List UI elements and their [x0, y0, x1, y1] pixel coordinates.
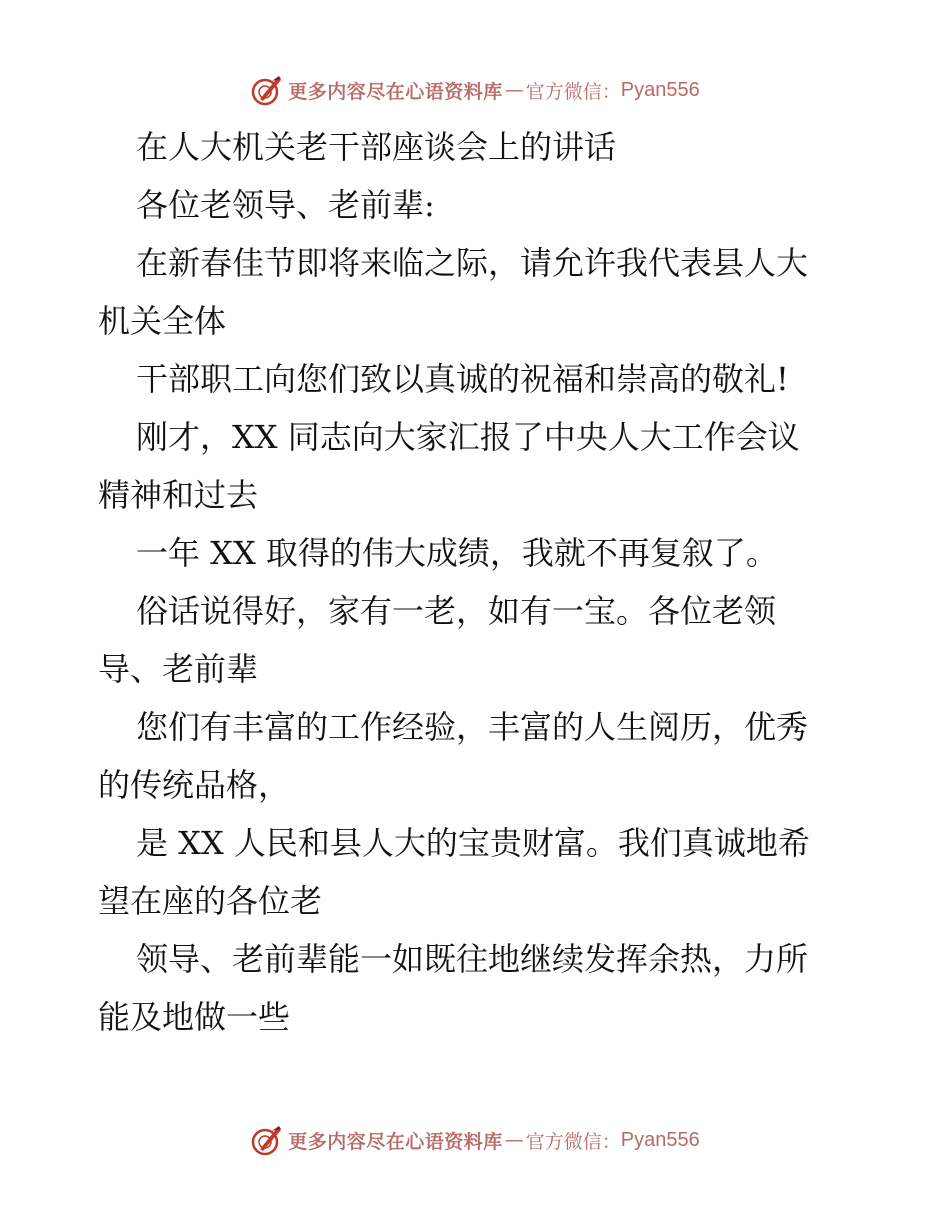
text-line: 导、老前辈	[98, 650, 259, 688]
document-body	[98, 118, 868, 1046]
banner-separator: —	[504, 1129, 524, 1151]
text-line: 您们有丰富的工作经验，丰富的人生阅历，优秀	[136, 708, 809, 746]
text-line: 刚才，XX 同志向大家汇报了中央人大工作会议	[136, 418, 800, 456]
quill-pen-logo-icon	[250, 73, 284, 107]
banner-wechat-id: Pyan556	[620, 1128, 700, 1151]
text-line: 各位老领导、老前辈:	[136, 186, 435, 224]
banner-wechat-label: 官方微信：	[525, 1130, 621, 1153]
text-line: 的传统品格，	[98, 766, 291, 804]
text-line: 是 XX 人民和县人大的宝贵财富。我们真诚地希	[136, 824, 810, 862]
banner-separator: —	[504, 79, 524, 101]
text-line: 在新春佳节即将来临之际，请允许我代表县人大	[136, 244, 809, 282]
text-line: 精神和过去	[98, 476, 259, 514]
text-line: 领导、老前辈能一如既往地继续发挥余热，力所	[136, 940, 809, 978]
text-line: 干部职工向您们致以真诚的祝福和崇高的敬礼!	[136, 360, 789, 398]
text-line: 望在座的各位老	[98, 882, 323, 920]
text-line: 俗话说得好，家有一老，如有一宝。各位老领	[136, 592, 777, 630]
text-line: 机关全体	[98, 302, 227, 340]
quill-pen-logo-icon	[250, 1123, 284, 1157]
text-line: 在人大机关老干部座谈会上的讲话	[136, 128, 617, 166]
footer-banner	[0, 1120, 950, 1160]
text-line: 能及地做一些	[98, 998, 291, 1036]
banner-wechat-id: Pyan556	[620, 78, 700, 101]
banner-brand-text: 更多内容尽在心语资料库	[288, 80, 503, 103]
banner-brand-text: 更多内容尽在心语资料库	[288, 1130, 503, 1153]
header-banner	[0, 70, 950, 110]
text-line: 一年 XX 取得的伟大成绩，我就不再复叙了。	[136, 534, 778, 572]
banner-wechat-label: 官方微信：	[525, 80, 621, 103]
